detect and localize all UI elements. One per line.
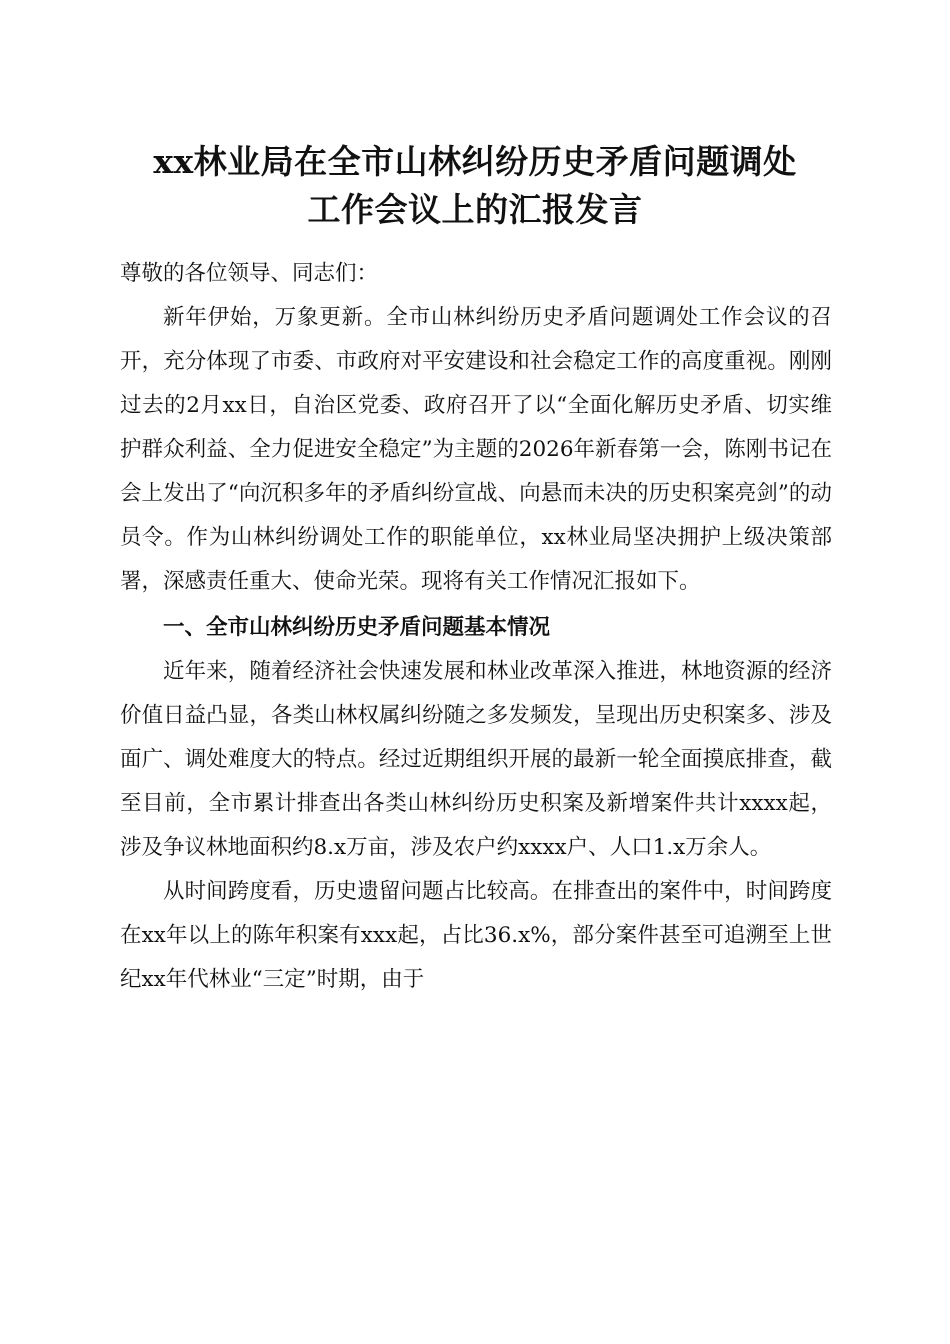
section-heading-1: 一、全市山林纠纷历史矛盾问题基本情况 (163, 615, 551, 640)
document-body (120, 252, 832, 1002)
salutation: 尊敬的各位领导、同志们： (120, 261, 379, 286)
document-title (0, 138, 950, 234)
title-line-1: xx林业局在全市山林纠纷历史矛盾问题调处 (153, 142, 797, 181)
title-line-2: 工作会议上的汇报发言 (307, 190, 643, 229)
section1-paragraph-1: 近年来，随着经济社会快速发展和林业改革深入推进，林地资源的经济价值日益凸显，各类山林权属纠纷随之多发频发，呈现出历史积案多、涉及面广、调处难度大的特点。经过近期组织开展的最新一轮全面摸底排查，截至目前，全市累计排查出各类山林纠纷历史积案及新增案件共计xxxx起，涉及争议林地面积约8.x万亩，涉及农户约xxxx户、人口1.x万余人。 (120, 659, 832, 860)
opening-paragraph: 新年伊始，万象更新。全市山林纠纷历史矛盾问题调处工作会议的召开，充分体现了市委、市政府对平安建设和社会稳定工作的高度重视。刚刚过去的2月xx日，自治区党委、政府召开了以“全面化解历史矛盾、切实维护群众利益、全力促进安全稳定”为主题的2026年新春第一会，陈刚书记在会上发出了“向沉积多年的矛盾纠纷宣战、向悬而未决的历史积案亮剑”的动员令。作为山林纠纷调处工作的职能单位，xx林业局坚决拥护上级决策部署，深感责任重大、使命光荣。现将有关工作情况汇报如下。 (120, 305, 832, 594)
section1-paragraph-2: 从时间跨度看，历史遗留问题占比较高。在排查出的案件中，时间跨度在xx年以上的陈年积案有xxx起，占比36.x%，部分案件甚至可追溯至上世纪xx年代林业“三定”时期，由于 (120, 879, 832, 992)
